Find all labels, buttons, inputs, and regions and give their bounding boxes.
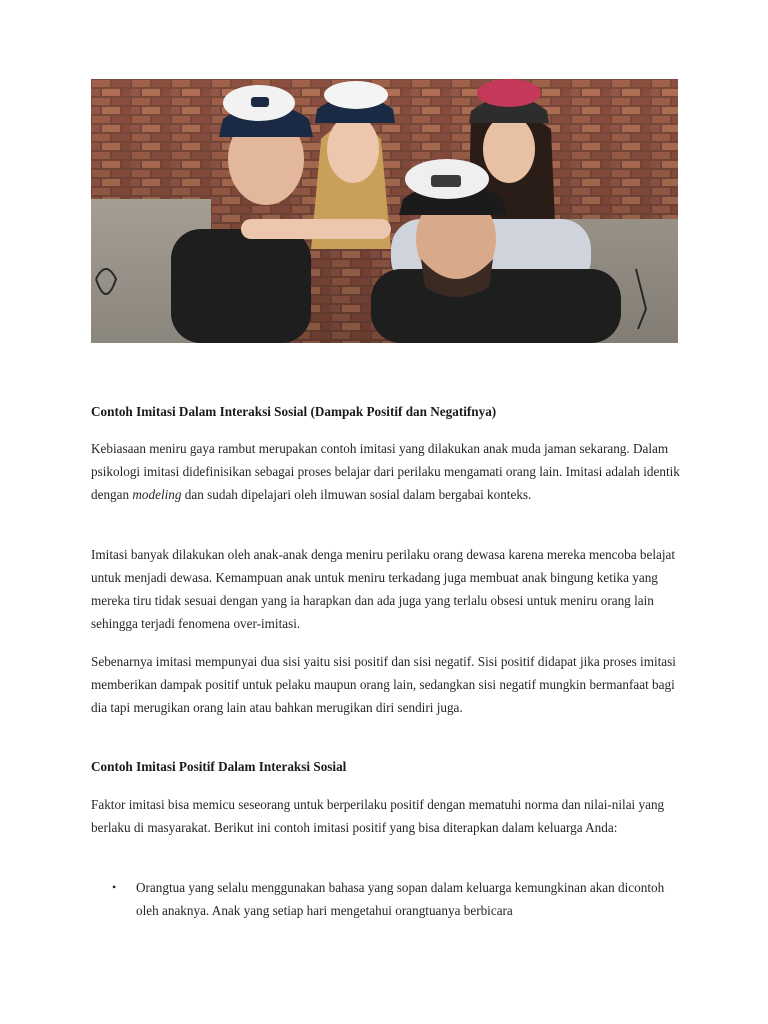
paragraph-intro [91,437,681,506]
document-page [91,79,681,918]
section-heading-positive: Contoh Imitasi Positif Dalam Interaksi Sosial [91,759,347,774]
group-photo-illustration [91,79,678,343]
bullet-icon: • [112,880,117,894]
article-title: Contoh Imitasi Dalam Interaksi Sosial (Dampak Positif dan Negatifnya) [91,404,497,419]
paragraph-children: Imitasi banyak dilakukan oleh anak-anak denga meniru perilaku orang dewasa karena mereka mencoba belajat untuk menjadi dewasa. Kemampuan anak untuk meniru terkadang juga membuat anak bingung ketika yang mereka tiru tidak sesuai dengan yang ia harapkan dan ada juga yang terlalu obsesi untuk meniru orang lain sehingga terjadi fenomena over-imitasi. [91,547,676,631]
paragraph-positive-factor: Faktor imitasi bisa memicu seseorang untuk berperilaku positif dengan mematuhi norma dan nilai-nilai yang berlaku di masyarakat. Berikut ini contoh imitasi positif yang bisa diterapkan dalam keluarga Anda: [91,797,665,835]
paragraph-intro-start: Kebiasaan meniru gaya rambut merupakan contoh imitasi yang dilakukan anak muda jaman sekarang. Dalam psikologi imitasi didefinisikan sebagai proses belajar dari perilaku mengamati orang lain. Imitasi adalah identik dengan [91,441,680,502]
positive-examples-list [91,876,681,922]
paragraph-intro-end: dan sudah dipelajari oleh ilmuwan sosial dalam bergabai konteks. [181,487,532,502]
list-item-text: Orangtua yang selalu menggunakan bahasa yang sopan dalam keluarga kemungkinan akan dicontoh oleh anaknya. Anak yang setiap hari mengetahui orangtuanya berbicara [136,880,665,918]
list-item [91,876,681,922]
group-photo-image [91,79,678,343]
paragraph-intro-emphasis: modeling [132,487,182,502]
paragraph-two-sides: Sebenarnya imitasi mempunyai dua sisi yaitu sisi positif dan sisi negatif. Sisi positif didapat jika proses imitasi memberikan dampak positif untuk pelaku maupun orang lain, sedangkan sisi negatif mungkin bermanfaat bagi dia tapi merugikan orang lain atau bahkan merugikan diri sendiri juga. [91,654,676,715]
